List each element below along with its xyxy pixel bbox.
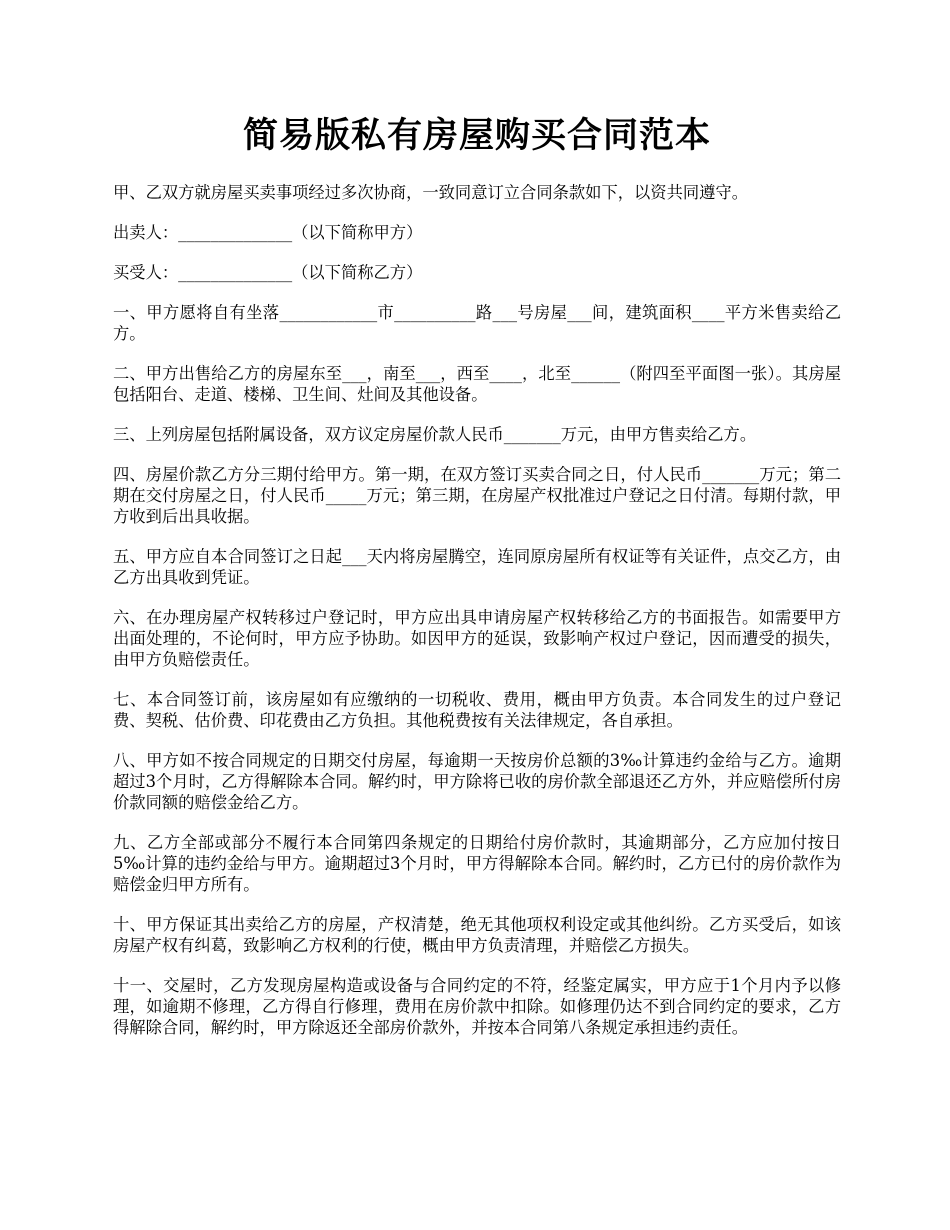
clause-8: 八、甲方如不按合同规定的日期交付房屋，每逾期一天按房价总额的3‰计算违约金给与乙方。逾期超过3个月时，乙方得解除本合同。解约时，甲方除将已收的房价款全部退还乙方外，并应赔偿所付房价款同额的赔偿金给乙方。 (113, 751, 841, 812)
intro-paragraph: 甲、乙双方就房屋买卖事项经过多次协商，一致同意订立合同条款如下，以资共同遵守。 (113, 183, 748, 202)
clause-10: 十、甲方保证其出卖给乙方的房屋，产权清楚，绝无其他项权利设定或其他纠纷。乙方买受后，如该房屋产权有纠葛，致影响乙方权利的行使，概由甲方负责清理，并赔偿乙方损失。 (113, 915, 841, 955)
clause-2: 二、甲方出售给乙方的房屋东至___，南至___，西至____，北至______（附四至平面图一张）。其房屋包括阳台、走道、楼梯、卫生间、灶间及其他设备。 (113, 364, 841, 404)
clause-4: 四、房屋价款乙方分三期付给甲方。第一期，在双方签订买卖合同之日，付人民币_______万元；第二期在交付房屋之日，付人民币_____万元；第三期，在房屋产权批准过户登记之日付清。每期付款，甲方收到后出具收据。 (113, 465, 841, 526)
clause-5: 五、甲方应自本合同签订之日起___天内将房屋腾空，连同原房屋所有权证等有关证件，点交乙方，由乙方出具收到凭证。 (113, 547, 841, 587)
clause-11: 十一、交屋时，乙方发现房屋构造或设备与合同约定的不符，经鉴定属实，甲方应于1个月内予以修理，如逾期不修理，乙方得自行修理，费用在房价款中扣除。如修理仍达不到合同约定的要求，乙方得解除合同，解约时，甲方除返还全部房价款外，并按本合同第八条规定承担违约责任。 (113, 976, 841, 1037)
document-page (113, 110, 841, 1057)
clause-1: 一、甲方愿将自有坐落____________市__________路___号房屋___间，建筑面积____平方米售卖给乙方。 (113, 303, 841, 343)
clause-9: 九、乙方全部或部分不履行本合同第四条规定的日期给付房价款时，其逾期部分，乙方应加付按日5‰计算的违约金给与甲方。逾期超过3个月时，甲方得解除本合同。解约时，乙方已付的房价款作为赔偿金归甲方所有。 (113, 833, 841, 894)
seller-line: 出卖人：______________（以下简称甲方） (113, 223, 423, 242)
clause-6: 六、在办理房屋产权转移过户登记时，甲方应出具申请房屋产权转移给乙方的书面报告。如需要甲方出面处理的，不论何时，甲方应予协助。如因甲方的延误，致影响产权过户登记，因而遭受的损失，由甲方负赔偿责任。 (113, 608, 841, 669)
clause-7: 七、本合同签订前，该房屋如有应缴纳的一切税收、费用，概由甲方负责。本合同发生的过户登记费、契税、估价费、印花费由乙方负担。其他税费按有关法律规定，各自承担。 (113, 690, 841, 730)
clause-3: 三、上列房屋包括附属设备，双方议定房屋价款人民币_______万元，由甲方售卖给乙方。 (113, 425, 757, 444)
document-title: 简易版私有房屋购买合同范本 (242, 115, 711, 156)
buyer-line: 买受人：______________（以下简称乙方） (113, 263, 423, 282)
